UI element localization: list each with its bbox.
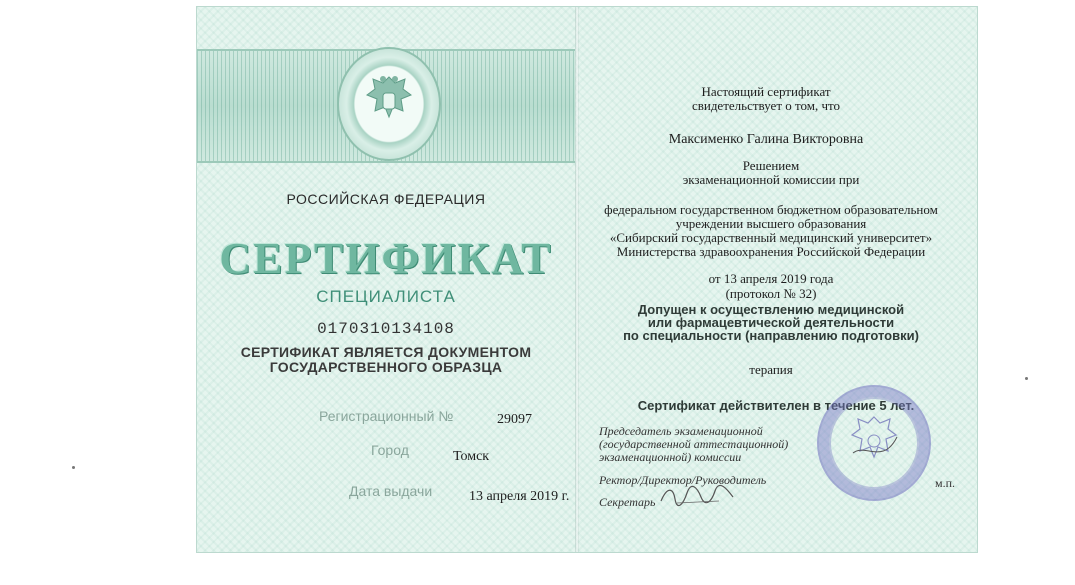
scan-artifact [72, 466, 75, 469]
seal-emblem-icon [847, 413, 901, 471]
left-page [197, 7, 575, 552]
admission-line-3: по специальности (направлению подготовки) [623, 328, 919, 343]
issue-date-value: 13 апреля 2019 г. [469, 489, 570, 504]
chair-line-1: Председатель экзаменационной [599, 424, 763, 438]
registration-label: Регистрационный № [319, 408, 454, 424]
crest-medallion [337, 47, 441, 161]
certificate-title: СЕРТИФИКАТ [219, 234, 553, 283]
seal-place-label: м.п. [935, 476, 956, 490]
protocol-number: (протокол № 32) [725, 286, 817, 301]
official-seal-icon [817, 385, 931, 501]
decision-line-1: Решением [742, 158, 800, 173]
intro-line-2: свидетельствует о том, что [691, 98, 841, 113]
issue-date-label: Дата выдачи [349, 483, 433, 499]
chair-line-2: (государственной аттестационной) [599, 437, 789, 451]
validity-notice: Сертификат действителен в течение 5 лет. [637, 398, 915, 413]
chair-line-3: экзаменационной) комиссии [599, 450, 742, 464]
state-document-notice [197, 345, 575, 375]
registration-value: 29097 [497, 412, 532, 427]
state-document-line-2: ГОСУДАРСТВЕННОГО ОБРАЗЦА [269, 359, 503, 375]
admission-line-2: или фармацевтической деятельности [647, 315, 895, 330]
decision-date: от 13 апреля 2019 года [708, 271, 834, 286]
certificate-subtitle: СПЕЦИАЛИСТА [316, 287, 456, 306]
organization-line-2: учреждении высшего образования [675, 216, 867, 231]
secretary-label: Секретарь [599, 495, 656, 509]
secretary-signature-icon [657, 483, 737, 509]
certificate-number: 0170310134108 [317, 320, 455, 338]
organization-line-3: «Сибирский государственный медицинский университет» [609, 230, 933, 245]
organization-line-4: Министерства здравоохранения Российской Федерации [616, 244, 926, 259]
certificate-document [196, 6, 978, 553]
specialty: терапия [749, 362, 793, 377]
rector-label: Ректор/Директор/Руководитель [599, 473, 767, 487]
scan-artifact [1025, 377, 1028, 380]
decision-line-2: экзаменационной комиссии при [682, 172, 860, 187]
organization-line-1: федеральном государственном бюджетном образовательном [604, 202, 938, 217]
city-label: Город [371, 442, 409, 458]
intro-line-1: Настоящий сертификат [701, 84, 831, 99]
coat-of-arms-icon [361, 71, 417, 133]
admission-line-1: Допущен к осуществлению медицинской [637, 302, 905, 317]
state-document-line-1: СЕРТИФИКАТ ЯВЛЯЕТСЯ ДОКУМЕНТОМ [240, 344, 532, 360]
city-value: Томск [453, 449, 490, 464]
holder-name: Максименко Галина Викторовна [668, 132, 864, 147]
country-name: РОССИЙСКАЯ ФЕДЕРАЦИЯ [286, 191, 486, 207]
